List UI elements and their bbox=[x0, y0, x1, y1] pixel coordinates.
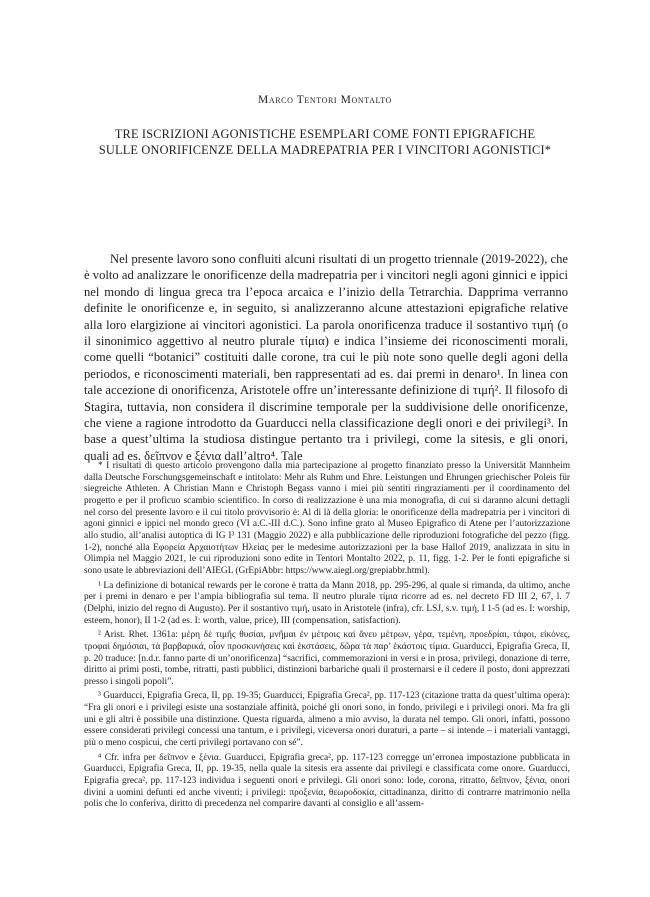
title-line-2: SULLE ONORIFICENZE DELLA MADREPATRIA PER I VINCITORI AGONISTICI* bbox=[98, 143, 552, 157]
footnote-star: * I risultati di questo articolo provengono dalla mia partecipazione al progetto finanziato presso la Universität Mannheim dalla Deutsche Forschungsgemeinschaft e intitolato: Mehr als Ruhm und Ehre. Leistungen und Ehrungen griechischer Poleis für siegreiche Athleten. A Christian Mann e Christoph Begass vanno i miei più sentiti ringraziamenti per il coordinamento del progetto e per il proficuo scambio scientifico. In corso di realizzazione è una mia monografia, di cui si daranno alcuni dettagli nel corso del presente lavoro e il cui titolo provvisorio è: Al di là della gloria: le onorificenze della madrepatria per i vincitori di agoni ginnici e ippici nel mondo greco (VI a.C.-III d.C.). Sono infine grato al Museo Epigrafico di Atene per l’autorizzazione allo studio, all’analisi autoptica di IG I³ 131 (Maggio 2022) e alla pubblicazione delle riproduzioni fotografiche del pezzo (figg. 1-2), nonché alla Εφορεία Αρχαιοτήτων Ηλείας per le medesime autorizzazioni per la base Hallof 2019, analizzata in situ in Olimpia nel Maggio 2021, le cui riproduzioni sono edite in Tentori Montalto 2022, p. 11, figg. 1-2. Per le fonti epigrafiche si sono usate le abbreviazioni dell’AIEGL (GrEpiAbbr: https://www.aiegl.org/grepiabbr.html). bbox=[84, 461, 570, 576]
footnotes bbox=[84, 461, 570, 811]
footnote-1: ¹ La definizione di botanical rewards per le corone è tratta da Mann 2018, pp. 295-296, al quale si rimanda, da ultimo, anche per i premi in denaro e per l’ampia bibliografia sul tema. Il neutro plurale τίμια ricorre ad es. nel decreto FD III 2, 67, l. 7 (Delphi, inizio del regno di Augusto). Per il sostantivo τιμή, usato in Aristotele (infra), cfr. LSJ, s.v. τιμή, I 1-5 (ad es. I: worship, esteem, honor), II 1-2 (ad es. I: worth, value, price), III (compensation, satisfaction). bbox=[84, 580, 570, 626]
main-text bbox=[84, 251, 568, 464]
author-name: Marco Tentori Montalto bbox=[258, 94, 392, 106]
footnote-3: ³ Guarducci, Epigrafia Greca, II, pp. 19-35; Guarducci, Epigrafia Greca², pp. 117-123 (citazione tratta da quest’ultima opera): “Fra gli onori e i privilegi esiste una sostanziale affinità, poiché gli onori sono, in fondo, privilegi e i privilegi onori. Ma fra gli uni e gli altri è possibile una distinzione. Questa riguarda, almeno a mio avviso, la durata nel tempo. Gli onori, infatti, possono essere considerati privilegi concessi una tantum, e i privilegi, viceversa onori duraturi, a parte – si intende – i materiali vantaggi, più o meno cospicui, che certi privilegi portavano con sé”. bbox=[84, 691, 570, 749]
footnote-2: ² Arist. Rhet. 1361a: μέρη δὲ τιμῆς θυσίαι, μνῆμαι ἐν μέτροις καὶ ἄνευ μέτρων, γέρα, τεμένη, προεδρίαι, τάφοι, εἰκόνες, τροφαὶ δημόσιαι, τὰ βαρβαρικά, οἷον προσκυνήσεις καὶ ἐκστάσεις, δῶρα τὰ παρ’ ἑκάστοις τίμια. Guarducci, Epigrafia Greca, II, p. 20 traduce: [n.d.r. fanno parte di un’onorificenza] “sacrifici, commemorazioni in versi e in prosa, privilegi, donazione di terre, diritto ai primi posti, tombe, ritratti, pasti pubblici, distinzioni barbariche quali il prosternarsi e il cedere il posto, doni apprezzati presso i singoli popoli”. bbox=[84, 630, 570, 687]
body-paragraph: Nel presente lavoro sono confluiti alcuni risultati di un progetto triennale (2019-2022), che è volto ad analizzare le onorificenze della madrepatria per i vincitori negli agoni ginnici e ippici nel mondo di lingua greca tra l’epoca arcaica e l’inizio della Tetrarchia. Dapprima verranno definite le onorificenze e, in seguito, si analizzeranno alcune attestazioni epigrafiche relative alla loro elargizione ai vincitori agonistici. La parola onorificenza traduce il sostantivo τιμή (o il sinonimico aggettivo al neutro plurale τίμια) e indica l’insieme dei riconoscimenti morali, come quelli “botanici” costituiti dalle corone, tra cui le più note sono quelle degli agoni della periodos, e riconoscimenti materiali, ben rappresentati ad es. dai premi in denaro¹. In linea con tale accezione di onorificenza, Aristotele offre un’interessante definizione di τιμή². Il filosofo di Stagira, tuttavia, non considera il discrimine temporale per la suddivisione delle onorificenze, che viene a ragione introdotto da Guarducci nella classificazione degli onori e dei privilegi³. In base a quest’ultima la studiosa distingue pertanto tra i privilegi, come la sitesis, e gli onori, quali ad es. δεῖπνον e ξένια dall’altro⁴. Tale bbox=[84, 252, 568, 463]
footnote-4: ⁴ Cfr. infra per δεῖπνον e ξένια. Guarducci, Epigrafia greca², pp. 117-123 corregge un’erronea impostazione pubblicata in Guarducci, Epigrafia Greca, II, pp. 19-35, nella quale la sitesis era assente dai privilegi e classificata come onore. Guarducci, Epigrafia greca², pp. 117-123 individua i seguenti onori e privilegi. Gli onori sono: lode, corona, ritratto, δεῖπνον, ξένια, onori divini a uomini defunti ed anche viventi; i privilegi: προξενία, θεωροδοκία, cittadinanza, diritto di contrarre matrimonio nella polis che lo conferiva, diritto di precedenza nel comparire davanti al consiglio e all’assem- bbox=[84, 752, 570, 810]
title-line-1: TRE ISCRIZIONI AGONISTICHE ESEMPLARI COME FONTI EPIGRAFICHE bbox=[114, 127, 536, 141]
article-title bbox=[0, 126, 650, 158]
